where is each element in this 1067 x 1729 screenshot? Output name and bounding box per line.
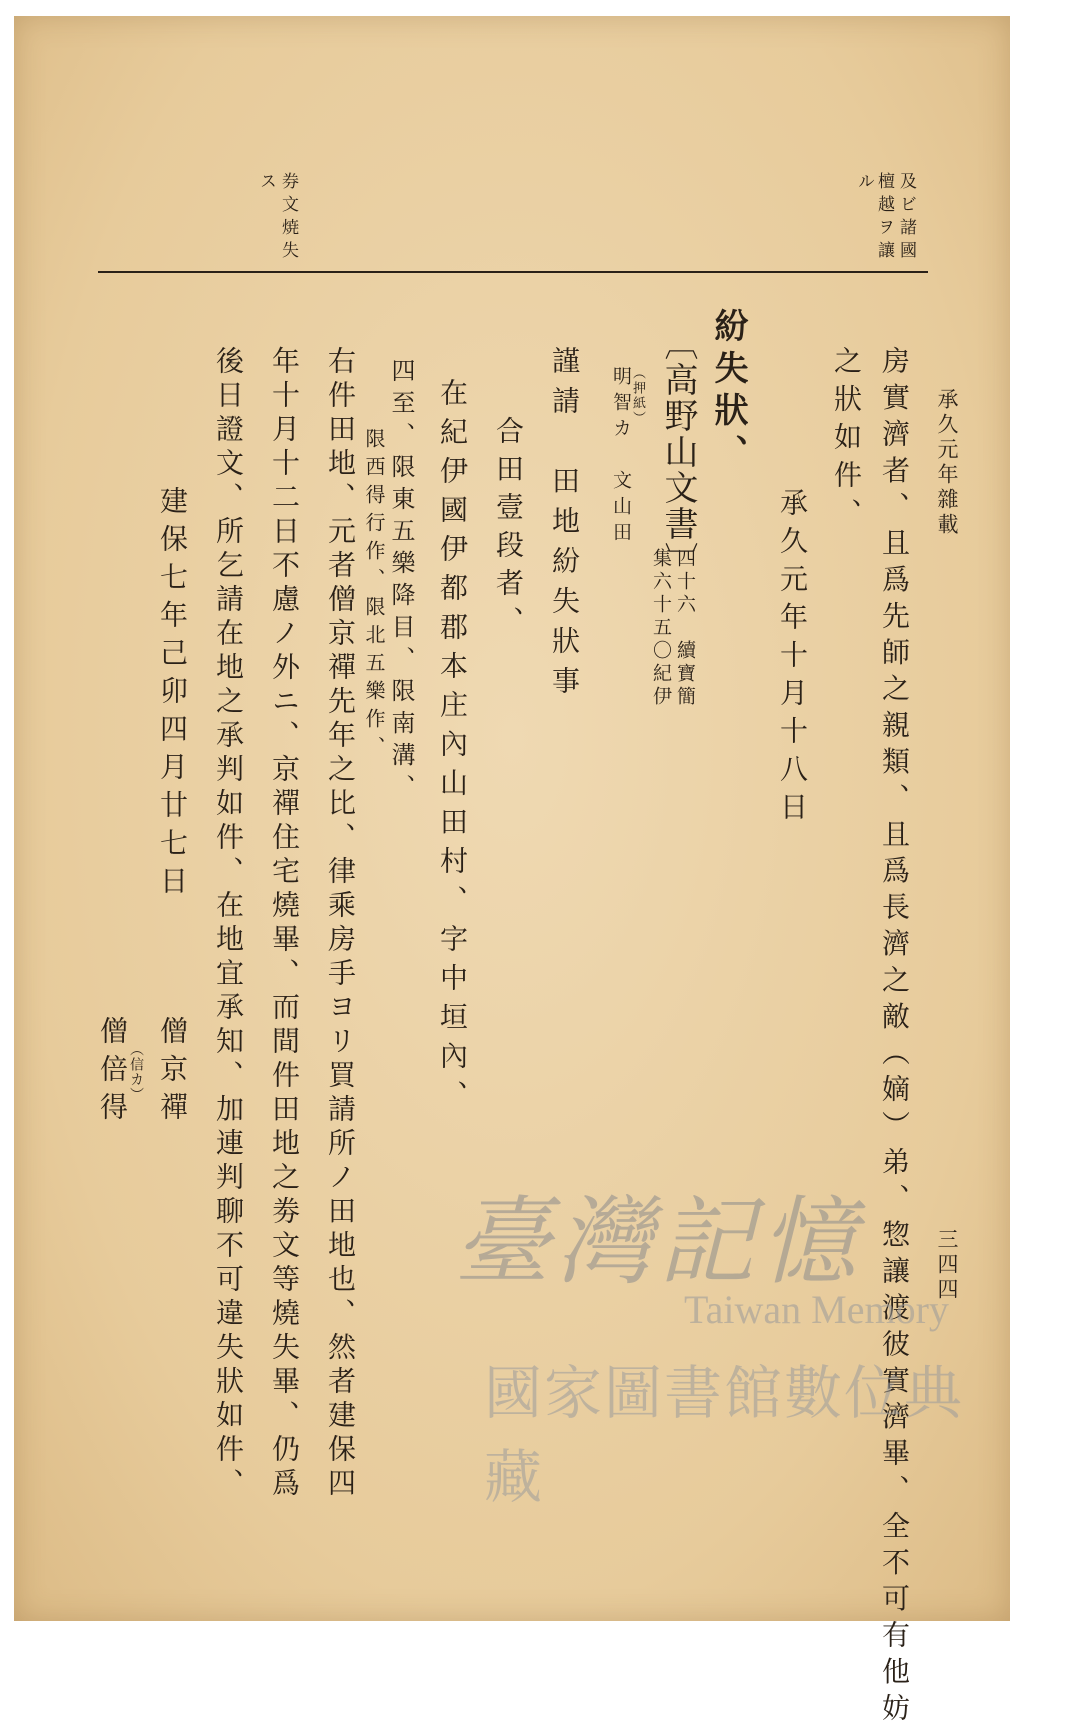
margin-note-right-c: ル bbox=[854, 172, 874, 195]
header-rule bbox=[98, 271, 928, 273]
margin-note-left-a: 券文焼失 bbox=[278, 172, 298, 264]
text-line-1: 房實濟者、且爲先師之親類、且爲長濟之敵（嫡）弟、惣讓渡彼實濟畢、全不可有他妨 bbox=[878, 346, 911, 1729]
margin-note-right-a: 及ビ諸國 bbox=[896, 172, 916, 264]
seal-text: 明智カ 文山田 bbox=[610, 366, 632, 548]
text-main-2: 年十月十二日不慮ノ外ニ、京禪住宅燒畢、而間件田地之劵文等燒失畢、仍爲 bbox=[268, 346, 301, 1502]
margin-note-left-b: ス bbox=[256, 172, 276, 195]
text-location: 在紀伊國伊都郡本庄內山田村、字中垣內、 bbox=[436, 378, 469, 1119]
watermark-english: Taiwan Memory bbox=[684, 1287, 949, 1332]
signer-1: 僧京禪 bbox=[156, 1016, 189, 1130]
text-bounds-2: 限西得行作、限北五樂作、 bbox=[362, 428, 386, 764]
source-title: 〔高野山文書〕 bbox=[658, 326, 698, 578]
text-date-2: 建保七年己卯四月廿七日 bbox=[156, 486, 189, 904]
signer-2-note: （信カ） bbox=[128, 1042, 144, 1102]
source-note-b: 集六十五〇紀伊 bbox=[650, 548, 672, 709]
text-field: 合田壹段者、 bbox=[492, 416, 525, 644]
signer-2: 僧倍得 bbox=[96, 1016, 129, 1130]
source-note-a: 四十六 續寶簡 bbox=[674, 548, 696, 709]
text-main-3: 後日證文、所乞請在地之承判如件、在地宜承知、加連判聊不可違失狀如件、 bbox=[212, 346, 245, 1502]
page-number: 三四四 bbox=[935, 1228, 959, 1303]
text-date-1: 承久元年十月十八日 bbox=[776, 488, 809, 830]
seal-note: （押紙） bbox=[630, 366, 645, 426]
document-title: 紛失狀、 bbox=[708, 308, 748, 476]
watermark-calligraphy: 臺灣記憶 bbox=[454, 1186, 862, 1298]
text-bounds-1: 四至、限東五樂降目、限南溝、 bbox=[387, 358, 415, 806]
text-line-2: 之狀如件、 bbox=[830, 346, 863, 536]
scanned-page bbox=[14, 16, 1010, 1729]
margin-note-right-b: 檀越ヲ讓 bbox=[874, 172, 894, 264]
watermark-library: 國家圖書館數位典藏 bbox=[484, 1359, 965, 1511]
running-title: 承久元年雜載 bbox=[935, 388, 959, 538]
taiwan-memory-watermark bbox=[454, 1166, 974, 1511]
text-main-1: 右件田地、元者僧京禪先年之比、律乘房手ヨリ買請所ノ田地也、然者建保四 bbox=[324, 346, 357, 1502]
text-request: 謹請 田地紛失狀事 bbox=[548, 346, 581, 706]
